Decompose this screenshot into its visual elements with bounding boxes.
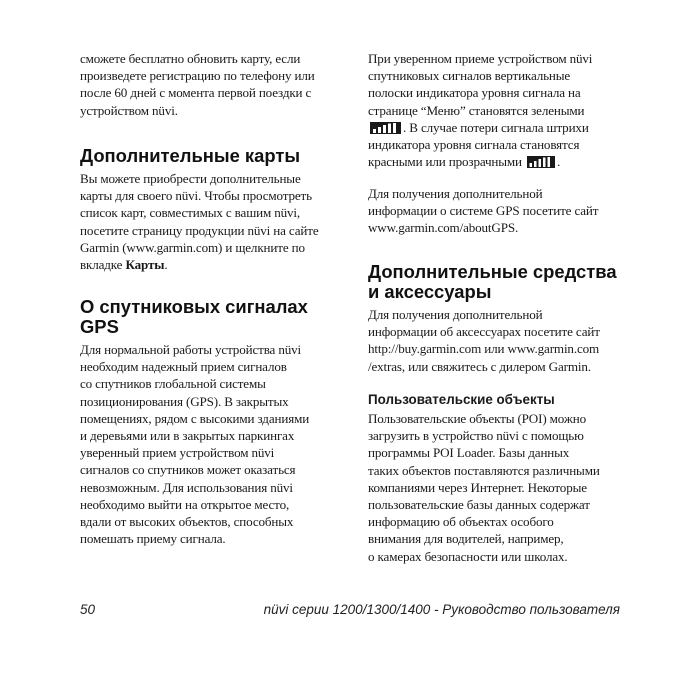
signal-text-3: . [557,154,561,170]
manual-title: nüvi серии 1200/1300/1400 - Руководство пользователя [263,602,620,617]
signal-text-2: . В случае потери сигнала штрихи индикатора уровня сигнала становятся красными или прозрачными [368,119,589,170]
signal-bars-red-icon [527,156,555,168]
gps-paragraph: Для нормальной работы устройства nüvi необходим надежный прием сигналов со спутников глобальной системы позиционирования (GPS). В закрытых помещениях, рядом с высокими зданиями и деревьями или в закрытых паркингах уверенный прием устройством nüvi сигналов со спутников может оказаться невозможным. Для использования nüvi необходимо выйти на открытое место, вдали от высоких объектов, способных помешать приему сигнала. [80,342,310,547]
intro-paragraph: сможете бесплатно обновить карту, если произведете регистрацию по телефону или после 60 дней с момента первой поездки с устройством nüvi. [80,51,315,118]
poi-paragraph: Пользовательские объекты (POI) можно загрузить в устройство nüvi с помощью программы POI Loader. Базы данных таких объектов поставляются различными компаниями через Интернет. Некоторые пользовательские базы данных содержат информацию об объектах особого внимания для водителей, например, о камерах безопасности или школах. [368,411,600,564]
signal-text-1: При уверенном приеме устройством nüvi спутниковых сигналов вертикальные полоски индикатора уровня сигнала на странице “Меню” становятся зелеными [368,51,593,118]
signal-bars-green-icon [370,122,401,134]
maps-heading: Дополнительные карты [80,145,301,166]
maps-paragraph [80,170,342,273]
maps-end: . [164,257,168,273]
signal-paragraph [368,50,620,170]
gps-info-paragraph: Для получения дополнительной информации о системе GPS посетите сайт www.garmin.com/aboutGPS. [368,186,599,236]
poi-heading: Пользовательские объекты [368,392,555,407]
accessories-heading: Дополнительные средства и аксессуары [368,261,617,302]
accessories-paragraph: Для получения дополнительной информации об аксессуарах посетите сайт http://buy.garmin.com или www.garmin.com /extras, или свяжитесь с дилером Garmin. [368,307,600,374]
page-number: 50 [80,602,96,617]
maps-tab-name: Карты [125,257,165,273]
maps-text: Вы можете приобрести дополнительные карты для своего nüvi. Чтобы просмотреть список карт, совместимых с вашим nüvi, посетите страницу продукции nüvi на сайте Garmin (www.garmin.com) и щелкните по вкладке [80,171,319,273]
gps-heading: О спутниковых сигналах GPS [80,296,308,337]
page-footer [80,602,620,620]
